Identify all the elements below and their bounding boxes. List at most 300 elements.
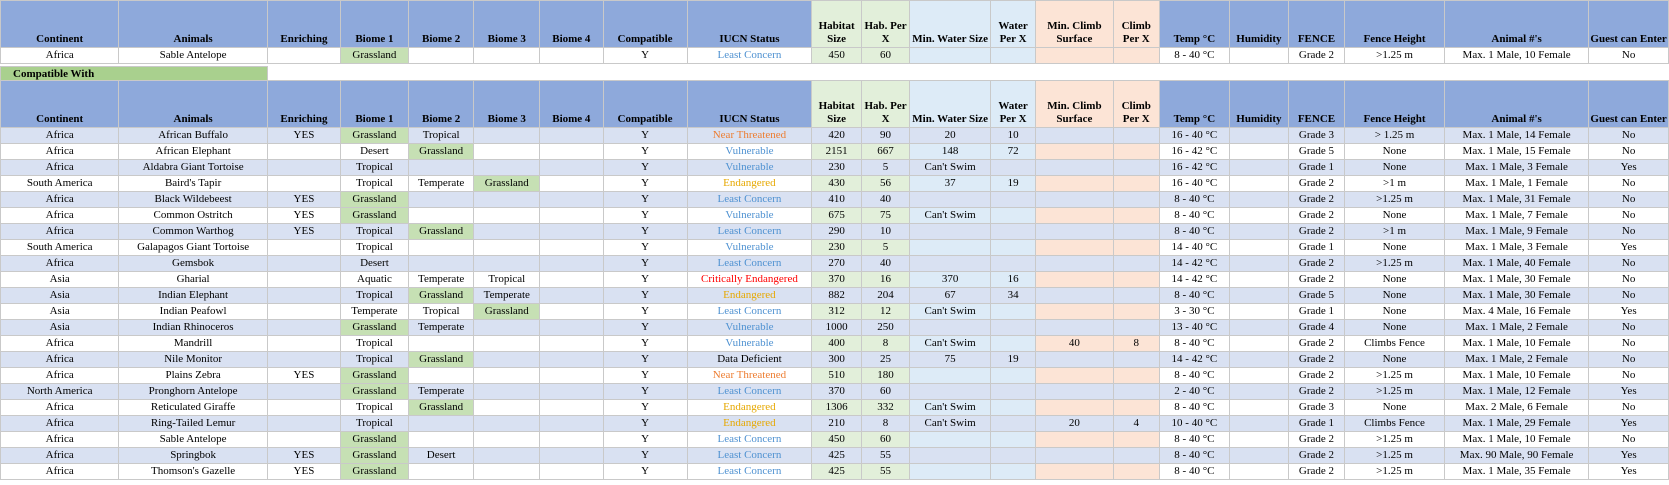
cell-water-per-x[interactable] [990,224,1035,240]
cell-iucn-status[interactable]: Critically Endangered [687,272,812,288]
cell-guest-can-enter[interactable]: No [1589,176,1669,192]
cell-min-climb-surface[interactable]: 40 [1036,336,1113,352]
cell-iucn-status[interactable]: Near Threatened [687,128,812,144]
cell-temp[interactable]: 16 - 40 °C [1159,176,1229,192]
cell-biome-2[interactable]: Temperate [408,320,474,336]
cell-min-water-size[interactable] [910,48,991,64]
header-water-per-x[interactable]: Water Per X [990,81,1035,128]
header-climb-per-x[interactable]: Climb Per X [1113,81,1159,128]
table-row[interactable] [1,336,1669,352]
cell-fence-height[interactable]: >1.25 m [1344,432,1444,448]
cell-continent[interactable]: North America [1,384,119,400]
cell-hab-per-x[interactable]: 5 [861,240,909,256]
cell-biome-4[interactable] [540,256,603,272]
cell-temp[interactable]: 3 - 30 °C [1159,304,1229,320]
cell-compatible[interactable]: Y [603,384,687,400]
cell-climb-per-x[interactable] [1113,256,1159,272]
cell-climb-per-x[interactable] [1113,48,1159,64]
cell-fence-height[interactable]: Climbs Fence [1344,416,1444,432]
header-min-water-size[interactable]: Min. Water Size [910,81,991,128]
table-row[interactable] [1,400,1669,416]
cell-temp[interactable]: 14 - 42 °C [1159,256,1229,272]
cell-climb-per-x[interactable] [1113,240,1159,256]
cell-min-climb-surface[interactable] [1036,192,1113,208]
cell-enriching[interactable] [267,432,340,448]
cell-biome-3[interactable] [474,256,540,272]
cell-fence[interactable]: Grade 2 [1289,48,1345,64]
cell-animal-count[interactable]: Max. 1 Male, 14 Female [1445,128,1589,144]
cell-min-climb-surface[interactable] [1036,160,1113,176]
cell-biome-2[interactable]: Desert [408,448,474,464]
cell-fence[interactable]: Grade 2 [1289,272,1345,288]
cell-animal-count[interactable]: Max. 1 Male, 10 Female [1445,336,1589,352]
cell-biome-1[interactable]: Tropical [341,224,409,240]
cell-guest-can-enter[interactable]: No [1589,320,1669,336]
cell-animal-count[interactable]: Max. 1 Male, 31 Female [1445,192,1589,208]
cell-biome-4[interactable] [540,240,603,256]
cell-iucn-status[interactable]: Vulnerable [687,144,812,160]
cell-fence[interactable]: Grade 4 [1289,320,1345,336]
cell-biome-1[interactable]: Tropical [341,336,409,352]
cell-temp[interactable]: 8 - 40 °C [1159,336,1229,352]
cell-water-per-x[interactable]: 72 [990,144,1035,160]
header-enriching[interactable]: Enriching [267,81,340,128]
cell-fence-height[interactable]: >1.25 m [1344,448,1444,464]
cell-temp[interactable]: 8 - 40 °C [1159,192,1229,208]
cell-guest-can-enter[interactable]: No [1589,400,1669,416]
cell-iucn-status[interactable]: Endangered [687,288,812,304]
cell-climb-per-x[interactable] [1113,368,1159,384]
cell-guest-can-enter[interactable]: Yes [1589,304,1669,320]
cell-fence-height[interactable]: >1.25 m [1344,368,1444,384]
cell-fence-height[interactable]: None [1344,352,1444,368]
cell-biome-1[interactable]: Tropical [341,288,409,304]
cell-enriching[interactable] [267,352,340,368]
cell-humidity[interactable] [1229,288,1288,304]
table-row[interactable] [1,304,1669,320]
cell-biome-2[interactable] [408,464,474,480]
cell-humidity[interactable] [1229,176,1288,192]
cell-guest-can-enter[interactable]: Yes [1589,384,1669,400]
table-row[interactable] [1,384,1669,400]
cell-fence-height[interactable]: >1.25 m [1344,256,1444,272]
header-biome-3[interactable]: Biome 3 [474,81,540,128]
cell-min-water-size[interactable] [910,448,991,464]
cell-compatible[interactable]: Y [603,144,687,160]
cell-water-per-x[interactable] [990,48,1035,64]
header-water-per-x[interactable]: Water Per X [990,1,1035,48]
cell-enriching[interactable] [267,240,340,256]
cell-biome-3[interactable] [474,192,540,208]
cell-habitat-size[interactable]: 2151 [812,144,862,160]
cell-enriching[interactable] [267,416,340,432]
cell-min-climb-surface[interactable] [1036,320,1113,336]
cell-fence-height[interactable]: None [1344,272,1444,288]
cell-fence[interactable]: Grade 2 [1289,256,1345,272]
cell-hab-per-x[interactable]: 60 [861,384,909,400]
cell-min-climb-surface[interactable] [1036,256,1113,272]
cell-fence-height[interactable]: >1 m [1344,176,1444,192]
cell-biome-3[interactable] [474,160,540,176]
header-iucn-status[interactable]: IUCN Status [687,1,812,48]
cell-guest-can-enter[interactable]: No [1589,128,1669,144]
cell-iucn-status[interactable]: Least Concern [687,224,812,240]
cell-water-per-x[interactable] [990,336,1035,352]
cell-hab-per-x[interactable]: 90 [861,128,909,144]
cell-guest-can-enter[interactable]: Yes [1589,416,1669,432]
cell-min-water-size[interactable] [910,368,991,384]
cell-biome-1[interactable]: Grassland [341,192,409,208]
cell-temp[interactable]: 16 - 42 °C [1159,160,1229,176]
cell-continent[interactable]: Africa [1,448,119,464]
cell-climb-per-x[interactable] [1113,448,1159,464]
cell-guest-can-enter[interactable]: Yes [1589,160,1669,176]
cell-animal[interactable]: Indian Elephant [119,288,268,304]
table-row[interactable] [1,272,1669,288]
cell-water-per-x[interactable] [990,400,1035,416]
cell-hab-per-x[interactable]: 60 [861,48,909,64]
cell-min-water-size[interactable]: Can't Swim [910,304,991,320]
cell-iucn-status[interactable]: Least Concern [687,192,812,208]
cell-humidity[interactable] [1229,256,1288,272]
cell-biome-1[interactable]: Grassland [341,48,409,64]
cell-habitat-size[interactable]: 425 [812,464,862,480]
table-row[interactable] [1,432,1669,448]
cell-biome-2[interactable] [408,48,474,64]
cell-water-per-x[interactable] [990,320,1035,336]
cell-min-water-size[interactable] [910,464,991,480]
cell-climb-per-x[interactable] [1113,144,1159,160]
cell-biome-3[interactable]: Grassland [474,304,540,320]
cell-biome-1[interactable]: Tropical [341,240,409,256]
cell-animal-count[interactable]: Max. 1 Male, 10 Female [1445,432,1589,448]
cell-continent[interactable]: Africa [1,128,119,144]
cell-continent[interactable]: Africa [1,160,119,176]
cell-min-climb-surface[interactable] [1036,432,1113,448]
cell-enriching[interactable] [267,48,340,64]
cell-iucn-status[interactable]: Near Threatened [687,368,812,384]
cell-biome-3[interactable] [474,224,540,240]
cell-fence[interactable]: Grade 1 [1289,304,1345,320]
cell-enriching[interactable] [267,160,340,176]
cell-biome-4[interactable] [540,304,603,320]
cell-water-per-x[interactable]: 16 [990,272,1035,288]
cell-animal-count[interactable]: Max. 1 Male, 12 Female [1445,384,1589,400]
cell-fence[interactable]: Grade 2 [1289,432,1345,448]
cell-enriching[interactable]: YES [267,192,340,208]
cell-animal[interactable]: Plains Zebra [119,368,268,384]
cell-water-per-x[interactable]: 19 [990,176,1035,192]
cell-hab-per-x[interactable]: 250 [861,320,909,336]
header-fence-height[interactable]: Fence Height [1344,81,1444,128]
header-animal[interactable]: Animals [119,1,268,48]
cell-min-climb-surface[interactable] [1036,464,1113,480]
cell-climb-per-x[interactable] [1113,352,1159,368]
cell-habitat-size[interactable]: 300 [812,352,862,368]
cell-compatible[interactable]: Y [603,352,687,368]
cell-continent[interactable]: Africa [1,368,119,384]
cell-animal[interactable]: Sable Antelope [119,48,268,64]
cell-biome-4[interactable] [540,288,603,304]
header-fence-height[interactable]: Fence Height [1344,1,1444,48]
cell-animal-count[interactable]: Max. 1 Male, 3 Female [1445,240,1589,256]
cell-humidity[interactable] [1229,144,1288,160]
cell-humidity[interactable] [1229,384,1288,400]
cell-continent[interactable]: Asia [1,272,119,288]
cell-iucn-status[interactable]: Vulnerable [687,336,812,352]
cell-hab-per-x[interactable]: 40 [861,192,909,208]
cell-biome-1[interactable]: Grassland [341,368,409,384]
cell-enriching[interactable]: YES [267,224,340,240]
cell-animal-count[interactable]: Max. 1 Male, 40 Female [1445,256,1589,272]
cell-min-water-size[interactable]: 370 [910,272,991,288]
cell-min-water-size[interactable] [910,224,991,240]
cell-humidity[interactable] [1229,272,1288,288]
cell-animal-count[interactable]: Max. 1 Male, 1 Female [1445,176,1589,192]
cell-min-climb-surface[interactable] [1036,224,1113,240]
cell-animal-count[interactable]: Max. 1 Male, 35 Female [1445,464,1589,480]
cell-habitat-size[interactable]: 1000 [812,320,862,336]
cell-biome-4[interactable] [540,320,603,336]
cell-humidity[interactable] [1229,304,1288,320]
cell-humidity[interactable] [1229,240,1288,256]
cell-biome-2[interactable]: Grassland [408,400,474,416]
cell-continent[interactable]: Asia [1,288,119,304]
cell-compatible[interactable]: Y [603,240,687,256]
cell-humidity[interactable] [1229,416,1288,432]
cell-min-water-size[interactable] [910,192,991,208]
cell-animal[interactable]: African Elephant [119,144,268,160]
cell-biome-4[interactable] [540,432,603,448]
cell-compatible[interactable]: Y [603,128,687,144]
cell-biome-2[interactable]: Tropical [408,304,474,320]
cell-enriching[interactable]: YES [267,128,340,144]
header-biome-3[interactable]: Biome 3 [474,1,540,48]
cell-fence-height[interactable]: None [1344,240,1444,256]
cell-temp[interactable]: 14 - 42 °C [1159,352,1229,368]
cell-temp[interactable]: 8 - 40 °C [1159,464,1229,480]
cell-biome-4[interactable] [540,336,603,352]
header-biome-4[interactable]: Biome 4 [540,81,603,128]
cell-biome-4[interactable] [540,192,603,208]
cell-animal[interactable]: Ring-Tailed Lemur [119,416,268,432]
cell-animal-count[interactable]: Max. 1 Male, 10 Female [1445,368,1589,384]
compatible-with-label[interactable]: Compatible With [1,67,268,83]
cell-min-climb-surface[interactable] [1036,176,1113,192]
cell-hab-per-x[interactable]: 56 [861,176,909,192]
cell-humidity[interactable] [1229,432,1288,448]
cell-biome-4[interactable] [540,48,603,64]
cell-humidity[interactable] [1229,192,1288,208]
cell-guest-can-enter[interactable]: Yes [1589,464,1669,480]
cell-temp[interactable]: 8 - 40 °C [1159,224,1229,240]
cell-humidity[interactable] [1229,160,1288,176]
cell-biome-1[interactable]: Grassland [341,208,409,224]
cell-humidity[interactable] [1229,320,1288,336]
cell-fence[interactable]: Grade 2 [1289,336,1345,352]
cell-guest-can-enter[interactable]: No [1589,368,1669,384]
cell-biome-2[interactable] [408,368,474,384]
cell-hab-per-x[interactable]: 75 [861,208,909,224]
cell-biome-1[interactable]: Tropical [341,160,409,176]
cell-biome-3[interactable] [474,464,540,480]
cell-animal-count[interactable]: Max. 1 Male, 3 Female [1445,160,1589,176]
cell-animal[interactable]: African Buffalo [119,128,268,144]
cell-min-climb-surface[interactable] [1036,384,1113,400]
header-humidity[interactable]: Humidity [1229,1,1288,48]
cell-biome-1[interactable]: Grassland [341,448,409,464]
cell-min-water-size[interactable]: Can't Swim [910,400,991,416]
cell-animal[interactable]: Mandrill [119,336,268,352]
cell-iucn-status[interactable]: Least Concern [687,448,812,464]
cell-biome-3[interactable] [474,352,540,368]
header-guest-can-enter[interactable]: Guest can Enter [1589,81,1669,128]
cell-fence[interactable]: Grade 5 [1289,144,1345,160]
cell-enriching[interactable]: YES [267,448,340,464]
cell-continent[interactable]: Africa [1,224,119,240]
cell-min-climb-surface[interactable]: 20 [1036,416,1113,432]
cell-biome-2[interactable] [408,160,474,176]
cell-biome-3[interactable] [474,448,540,464]
cell-animal[interactable]: Common Warthog [119,224,268,240]
cell-animal[interactable]: Nile Monitor [119,352,268,368]
table-row[interactable] [1,288,1669,304]
header-min-climb-surface[interactable]: Min. Climb Surface [1036,81,1113,128]
cell-biome-4[interactable] [540,272,603,288]
cell-fence[interactable]: Grade 2 [1289,192,1345,208]
cell-biome-3[interactable] [474,48,540,64]
cell-temp[interactable]: 14 - 40 °C [1159,240,1229,256]
cell-humidity[interactable] [1229,336,1288,352]
cell-iucn-status[interactable]: Least Concern [687,256,812,272]
cell-compatible[interactable]: Y [603,208,687,224]
cell-guest-can-enter[interactable]: Yes [1589,240,1669,256]
cell-iucn-status[interactable]: Least Concern [687,464,812,480]
cell-biome-1[interactable]: Grassland [341,320,409,336]
cell-climb-per-x[interactable] [1113,304,1159,320]
table-row[interactable] [1,48,1669,64]
cell-climb-per-x[interactable] [1113,384,1159,400]
cell-biome-3[interactable] [474,144,540,160]
table-row[interactable] [1,320,1669,336]
cell-continent[interactable]: Africa [1,464,119,480]
cell-continent[interactable]: Africa [1,416,119,432]
cell-compatible[interactable]: Y [603,320,687,336]
cell-animal-count[interactable]: Max. 90 Male, 90 Female [1445,448,1589,464]
cell-compatible[interactable]: Y [603,176,687,192]
cell-biome-4[interactable] [540,448,603,464]
cell-habitat-size[interactable]: 230 [812,160,862,176]
cell-biome-1[interactable]: Grassland [341,128,409,144]
cell-enriching[interactable] [267,304,340,320]
cell-compatible[interactable]: Y [603,432,687,448]
cell-hab-per-x[interactable]: 25 [861,352,909,368]
cell-habitat-size[interactable]: 270 [812,256,862,272]
header-temp[interactable]: Temp °C [1159,1,1229,48]
cell-biome-1[interactable]: Grassland [341,384,409,400]
cell-water-per-x[interactable]: 34 [990,288,1035,304]
cell-fence[interactable]: Grade 3 [1289,128,1345,144]
cell-habitat-size[interactable]: 510 [812,368,862,384]
cell-biome-2[interactable]: Grassland [408,288,474,304]
cell-animal-count[interactable]: Max. 1 Male, 10 Female [1445,48,1589,64]
cell-climb-per-x[interactable] [1113,432,1159,448]
cell-continent[interactable]: Asia [1,320,119,336]
cell-biome-2[interactable] [408,208,474,224]
cell-iucn-status[interactable]: Endangered [687,176,812,192]
cell-guest-can-enter[interactable]: No [1589,432,1669,448]
cell-min-climb-surface[interactable] [1036,352,1113,368]
cell-continent[interactable]: Africa [1,192,119,208]
cell-climb-per-x[interactable] [1113,128,1159,144]
cell-biome-2[interactable] [408,336,474,352]
cell-fence[interactable]: Grade 2 [1289,368,1345,384]
cell-biome-4[interactable] [540,128,603,144]
cell-habitat-size[interactable]: 430 [812,176,862,192]
cell-guest-can-enter[interactable]: No [1589,48,1669,64]
table-row[interactable] [1,144,1669,160]
header-guest-can-enter[interactable]: Guest can Enter [1589,1,1669,48]
cell-enriching[interactable] [267,256,340,272]
cell-humidity[interactable] [1229,48,1288,64]
cell-hab-per-x[interactable]: 204 [861,288,909,304]
cell-water-per-x[interactable] [990,448,1035,464]
cell-hab-per-x[interactable]: 40 [861,256,909,272]
cell-humidity[interactable] [1229,352,1288,368]
cell-enriching[interactable] [267,336,340,352]
cell-biome-1[interactable]: Aquatic [341,272,409,288]
cell-habitat-size[interactable]: 675 [812,208,862,224]
cell-compatible[interactable]: Y [603,288,687,304]
cell-guest-can-enter[interactable]: No [1589,192,1669,208]
cell-guest-can-enter[interactable]: No [1589,208,1669,224]
cell-temp[interactable]: 13 - 40 °C [1159,320,1229,336]
cell-biome-1[interactable]: Grassland [341,432,409,448]
cell-hab-per-x[interactable]: 12 [861,304,909,320]
cell-hab-per-x[interactable]: 180 [861,368,909,384]
header-habitat-size[interactable]: Habitat Size [812,1,862,48]
cell-habitat-size[interactable]: 370 [812,384,862,400]
cell-min-water-size[interactable] [910,256,991,272]
cell-habitat-size[interactable]: 1306 [812,400,862,416]
cell-humidity[interactable] [1229,208,1288,224]
cell-animal-count[interactable]: Max. 1 Male, 7 Female [1445,208,1589,224]
cell-min-climb-surface[interactable] [1036,448,1113,464]
cell-hab-per-x[interactable]: 667 [861,144,909,160]
header-biome-2[interactable]: Biome 2 [408,81,474,128]
cell-guest-can-enter[interactable]: No [1589,224,1669,240]
cell-fence[interactable]: Grade 2 [1289,448,1345,464]
cell-humidity[interactable] [1229,464,1288,480]
header-fence[interactable]: FENCE [1289,81,1345,128]
cell-animal-count[interactable]: Max. 1 Male, 29 Female [1445,416,1589,432]
cell-biome-4[interactable] [540,144,603,160]
cell-fence[interactable]: Grade 2 [1289,208,1345,224]
header-hab-per-x[interactable]: Hab. Per X [861,81,909,128]
cell-guest-can-enter[interactable]: No [1589,288,1669,304]
cell-fence-height[interactable]: >1.25 m [1344,384,1444,400]
cell-biome-4[interactable] [540,160,603,176]
cell-hab-per-x[interactable]: 8 [861,336,909,352]
cell-hab-per-x[interactable]: 55 [861,464,909,480]
header-climb-per-x[interactable]: Climb Per X [1113,1,1159,48]
cell-continent[interactable]: Africa [1,208,119,224]
cell-min-water-size[interactable] [910,384,991,400]
cell-fence[interactable]: Grade 1 [1289,160,1345,176]
cell-biome-4[interactable] [540,464,603,480]
cell-animal-count[interactable]: Max. 1 Male, 30 Female [1445,272,1589,288]
cell-biome-4[interactable] [540,208,603,224]
